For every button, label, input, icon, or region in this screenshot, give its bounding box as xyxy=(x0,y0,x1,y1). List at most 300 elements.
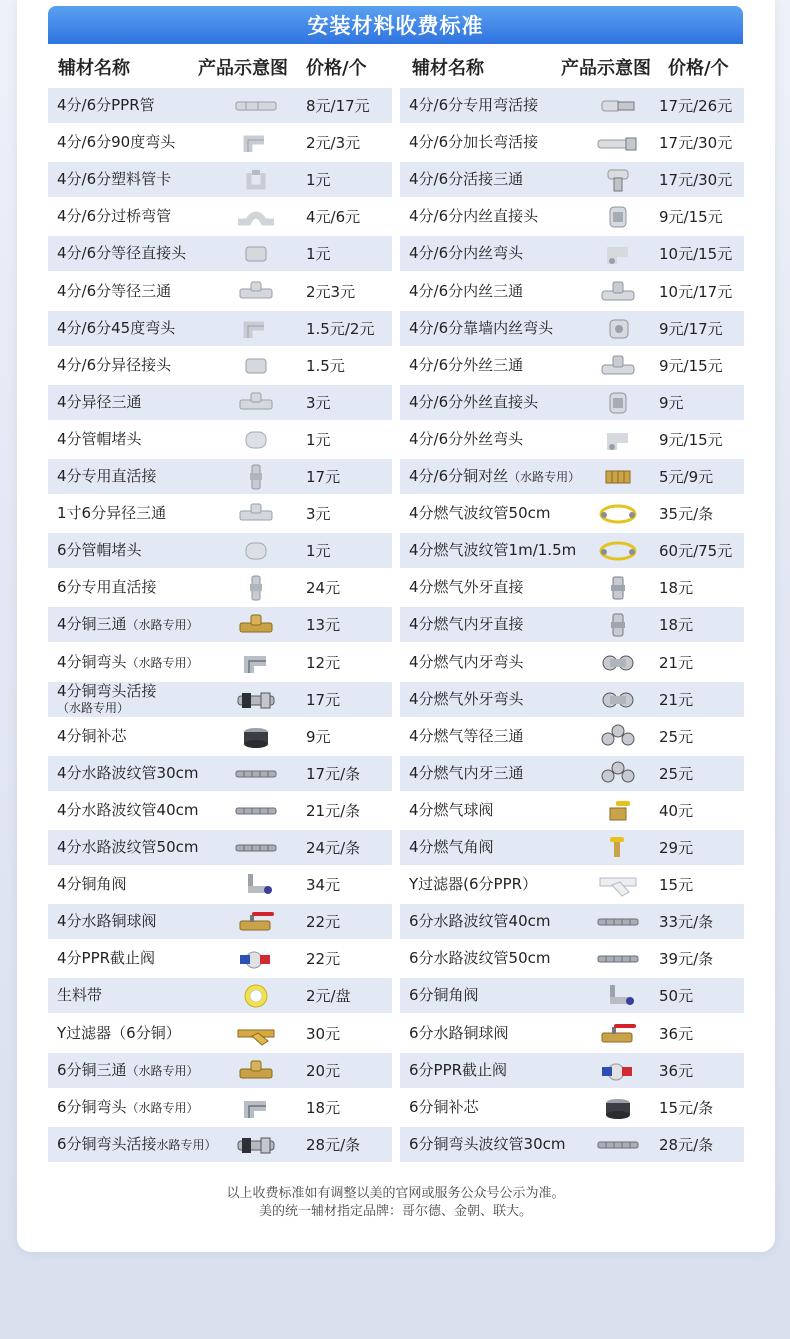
hose-icon xyxy=(596,946,640,972)
item-price: 17元/条 xyxy=(306,765,361,783)
item-price: 13元 xyxy=(306,616,341,634)
right-table-row xyxy=(400,978,744,1013)
item-name xyxy=(57,392,142,411)
item-name-text: 4分/6分异径接头 xyxy=(57,355,172,374)
right-table-row xyxy=(400,1090,744,1125)
chrome-elbow-icon xyxy=(234,1095,278,1121)
item-name xyxy=(409,355,524,374)
item-name-text: 1寸6分异径三通 xyxy=(57,503,167,522)
item-name xyxy=(57,1023,181,1042)
tee-icon xyxy=(234,501,278,527)
item-price: 50元 xyxy=(659,987,694,1005)
angle-valve-icon xyxy=(596,983,640,1009)
tape-icon xyxy=(234,983,278,1009)
item-price: 36元 xyxy=(659,1062,694,1080)
y-ppr-icon xyxy=(596,872,640,898)
gas-valve-icon xyxy=(596,798,640,824)
item-note: 水路专用） xyxy=(156,1137,217,1152)
item-name xyxy=(409,1097,479,1116)
item-note: （水路专用） xyxy=(126,617,199,632)
item-name-text: 4分燃气外牙弯头 xyxy=(409,689,524,708)
item-price: 18元 xyxy=(306,1099,341,1117)
item-price: 60元/75元 xyxy=(659,542,733,560)
chrome-elbow-icon xyxy=(234,650,278,676)
item-name-text: 4分/6分内丝三通 xyxy=(409,281,524,300)
left-table-row xyxy=(48,88,392,123)
item-name-text: 4分/6分45度弯头 xyxy=(57,318,176,337)
header-price: 价格/个 xyxy=(668,58,729,79)
item-name-text: 6分专用直活接 xyxy=(57,577,157,596)
item-price: 20元 xyxy=(306,1062,341,1080)
right-table-row xyxy=(400,459,744,494)
item-note: （水路专用） xyxy=(126,1063,199,1078)
item-name xyxy=(409,726,524,745)
chrome-union-icon xyxy=(234,1132,278,1158)
item-name xyxy=(57,948,156,967)
item-note: （水路专用） xyxy=(126,1100,199,1115)
item-name-text: 4分水路波纹管50cm xyxy=(57,837,199,856)
hose-icon xyxy=(234,761,278,787)
item-name-text: 4分/6分PPR管 xyxy=(57,95,155,114)
item-price: 33元/条 xyxy=(659,913,714,931)
item-name xyxy=(409,95,539,114)
item-name-text: 4分/6分内丝直接头 xyxy=(409,206,539,225)
item-name-text: 4分燃气波纹管1m/1.5m xyxy=(409,540,577,559)
left-table-row xyxy=(48,496,392,531)
item-price: 36元 xyxy=(659,1025,694,1043)
right-table-row xyxy=(400,719,744,754)
left-table-row xyxy=(48,1053,392,1088)
item-name-text: 4分异径三通 xyxy=(57,392,142,411)
item-note: （水路专用） xyxy=(508,469,581,484)
left-table-row xyxy=(48,978,392,1013)
item-name xyxy=(57,540,142,559)
item-name xyxy=(409,466,581,485)
item-name-text: 6分PPR截止阀 xyxy=(409,1060,508,1079)
left-table-row xyxy=(48,459,392,494)
left-table-row xyxy=(48,645,392,680)
item-name xyxy=(57,763,199,782)
right-table-row xyxy=(400,236,744,271)
header-price: 价格/个 xyxy=(306,58,367,79)
thread-tee-icon xyxy=(596,353,640,379)
item-name-text: 4分燃气内牙弯头 xyxy=(409,652,524,671)
item-name xyxy=(57,318,176,337)
item-name xyxy=(57,614,199,633)
gas-angle-icon xyxy=(596,835,640,861)
item-name xyxy=(57,466,157,485)
item-name-text: 4分专用直活接 xyxy=(57,466,157,485)
item-name xyxy=(409,169,524,188)
item-name xyxy=(409,132,539,151)
item-price: 17元/30元 xyxy=(659,134,733,152)
item-price: 9元/15元 xyxy=(659,208,723,226)
union-icon xyxy=(234,575,278,601)
item-name xyxy=(57,911,157,930)
right-table-row xyxy=(400,88,744,123)
hose-icon xyxy=(234,835,278,861)
item-name-text: 4分/6分外丝直接头 xyxy=(409,392,539,411)
chrome-union-icon xyxy=(234,687,278,713)
item-name xyxy=(409,206,539,225)
left-table-row xyxy=(48,385,392,420)
item-name-text: 4分/6分等径直接头 xyxy=(57,243,187,262)
item-name-text: 6分铜弯头 xyxy=(57,1097,127,1116)
item-name-text: 6分水路波纹管40cm xyxy=(409,911,551,930)
y-filter-icon xyxy=(234,1021,278,1047)
item-name-text: Y过滤器(6分PPR） xyxy=(409,874,538,893)
long-union-icon xyxy=(596,130,640,156)
item-name-text: 4分/6分专用弯活接 xyxy=(409,95,539,114)
item-name-text: 4分燃气角阀 xyxy=(409,837,494,856)
left-table-row xyxy=(48,682,392,717)
gas-fitting-icon xyxy=(596,575,640,601)
item-name-text: 6分铜三通 xyxy=(57,1060,127,1079)
item-price: 1元 xyxy=(306,245,331,263)
right-table-row xyxy=(400,533,744,568)
item-price: 10元/15元 xyxy=(659,245,733,263)
item-price: 9元 xyxy=(306,728,331,746)
item-name xyxy=(57,355,172,374)
item-name-text: 6分铜补芯 xyxy=(409,1097,479,1116)
item-name-text: 4分/6分90度弯头 xyxy=(57,132,176,151)
item-price: 18元 xyxy=(659,579,694,597)
left-table-row xyxy=(48,533,392,568)
item-name-text: 4分燃气等径三通 xyxy=(409,726,524,745)
thread-coupler-icon xyxy=(596,204,640,230)
right-table-row xyxy=(400,570,744,605)
item-name xyxy=(409,911,551,930)
item-name xyxy=(57,206,172,225)
item-price: 15元/条 xyxy=(659,1099,714,1117)
item-name xyxy=(409,429,524,448)
left-table-row xyxy=(48,719,392,754)
left-column-header xyxy=(48,52,392,82)
item-name xyxy=(409,392,539,411)
left-table-row xyxy=(48,941,392,976)
item-name-text: 4分/6分等径三通 xyxy=(57,281,172,300)
item-name xyxy=(409,874,538,893)
item-name-text: 4分铜角阀 xyxy=(57,874,127,893)
right-table-row xyxy=(400,199,744,234)
item-price: 8元/17元 xyxy=(306,97,370,115)
item-price: 1.5元/2元 xyxy=(306,320,375,338)
item-name xyxy=(57,243,187,262)
item-price: 9元/17元 xyxy=(659,320,723,338)
item-name xyxy=(409,1023,509,1042)
item-price: 29元 xyxy=(659,839,694,857)
header-name: 辅材名称 xyxy=(58,58,130,79)
left-table-row xyxy=(48,125,392,160)
gas-hose-icon xyxy=(596,538,640,564)
item-name xyxy=(409,985,479,1004)
item-name xyxy=(57,281,172,300)
item-name xyxy=(57,1097,199,1116)
item-name-text: 4分管帽堵头 xyxy=(57,429,142,448)
item-name-text: 4分/6分塑料管卡 xyxy=(57,169,172,188)
right-table-row xyxy=(400,348,744,383)
bushing-icon xyxy=(234,724,278,750)
right-table-row xyxy=(400,274,744,309)
item-name xyxy=(409,1134,566,1153)
right-table-row xyxy=(400,867,744,902)
stop-valve-icon xyxy=(596,1058,640,1084)
item-name xyxy=(409,503,551,522)
ball-valve-icon xyxy=(596,1021,640,1047)
item-price: 28元/条 xyxy=(306,1136,361,1154)
left-table-row xyxy=(48,830,392,865)
left-table-row xyxy=(48,274,392,309)
item-price: 17元 xyxy=(306,468,341,486)
right-table-row xyxy=(400,422,744,457)
item-name-text: 4分水路铜球阀 xyxy=(57,911,157,930)
item-name xyxy=(57,169,172,188)
tee-icon xyxy=(234,279,278,305)
item-name-text: 4分燃气内牙三通 xyxy=(409,763,524,782)
item-name xyxy=(57,429,142,448)
elbow-icon xyxy=(234,316,278,342)
item-name-text: 4分铜弯头 xyxy=(57,652,127,671)
item-price: 9元/15元 xyxy=(659,357,723,375)
right-table-row xyxy=(400,793,744,828)
right-table-row xyxy=(400,682,744,717)
item-price: 21元/条 xyxy=(306,802,361,820)
left-table-row xyxy=(48,236,392,271)
item-name xyxy=(409,577,524,596)
item-price: 2元3元 xyxy=(306,283,356,301)
cap-icon xyxy=(234,427,278,453)
header-name: 辅材名称 xyxy=(412,58,484,79)
item-name-text: 生料带 xyxy=(57,985,103,1004)
left-table-row xyxy=(48,311,392,346)
left-table-row xyxy=(48,904,392,939)
item-price: 9元 xyxy=(659,394,684,412)
item-price: 15元 xyxy=(659,876,694,894)
right-table-row xyxy=(400,756,744,791)
item-name-text: 6分水路铜球阀 xyxy=(409,1023,509,1042)
left-table-row xyxy=(48,1127,392,1162)
elbow-union-icon xyxy=(596,93,640,119)
left-table-row xyxy=(48,348,392,383)
item-price: 5元/9元 xyxy=(659,468,714,486)
item-price: 21元 xyxy=(659,654,694,672)
left-table-row xyxy=(48,793,392,828)
right-table-row xyxy=(400,125,744,160)
item-name xyxy=(409,652,524,671)
footer-note-1: 以上收费标准如有调整以美的官网或服务公众号公示为准。 xyxy=(226,1186,565,1201)
item-name-text: 4分铜三通 xyxy=(57,614,127,633)
pipe-icon xyxy=(234,93,278,119)
ball-valve-icon xyxy=(234,909,278,935)
hose-icon xyxy=(596,909,640,935)
brass-tee-icon xyxy=(234,1058,278,1084)
right-table-row xyxy=(400,830,744,865)
item-price: 25元 xyxy=(659,728,694,746)
left-table-row xyxy=(48,607,392,642)
left-table-row xyxy=(48,422,392,457)
bridge-icon xyxy=(234,204,278,230)
item-name xyxy=(409,540,577,559)
item-name-text: 4分铜弯头活接 xyxy=(57,681,157,700)
item-name-text: 6分水路波纹管50cm xyxy=(409,948,551,967)
item-price: 1元 xyxy=(306,542,331,560)
item-name-text: 4分/6分加长弯活接 xyxy=(409,132,539,151)
gas-tee-icon xyxy=(596,761,640,787)
hose-icon xyxy=(234,798,278,824)
item-name-text: 4分/6分铜对丝 xyxy=(409,466,509,485)
item-price: 25元 xyxy=(659,765,694,783)
cap-icon xyxy=(234,538,278,564)
item-name-text: 6分铜角阀 xyxy=(409,985,479,1004)
item-name xyxy=(409,318,554,337)
tee-union-icon xyxy=(596,167,640,193)
right-table-row xyxy=(400,1053,744,1088)
item-price: 24元/条 xyxy=(306,839,361,857)
item-name xyxy=(409,763,524,782)
right-table-row xyxy=(400,496,744,531)
item-name-text: 4分铜补芯 xyxy=(57,726,127,745)
item-price: 2元/3元 xyxy=(306,134,361,152)
item-price: 18元 xyxy=(659,616,694,634)
right-table-row xyxy=(400,311,744,346)
item-price: 10元/17元 xyxy=(659,283,733,301)
item-name xyxy=(409,948,551,967)
angle-valve-icon xyxy=(234,872,278,898)
left-table-row xyxy=(48,756,392,791)
item-price: 28元/条 xyxy=(659,1136,714,1154)
thread-coupler-icon xyxy=(596,390,640,416)
item-name-text: 4分/6分外丝弯头 xyxy=(409,429,524,448)
item-name xyxy=(409,1060,508,1079)
right-table-row xyxy=(400,1127,744,1162)
left-table-row xyxy=(48,162,392,197)
item-name xyxy=(57,652,199,671)
right-table-row xyxy=(400,941,744,976)
item-name-text: 4分/6分外丝三通 xyxy=(409,355,524,374)
brass-tee-icon xyxy=(234,612,278,638)
union-icon xyxy=(234,464,278,490)
item-name-text: 4分燃气波纹管50cm xyxy=(409,503,551,522)
hose-icon xyxy=(596,1132,640,1158)
item-name-text: 4分水路波纹管40cm xyxy=(57,800,199,819)
item-name-text: 4分燃气外牙直接 xyxy=(409,577,524,596)
item-name xyxy=(409,689,524,708)
item-name xyxy=(409,837,494,856)
item-name xyxy=(57,1134,217,1153)
item-name-text: 4分燃气内牙直接 xyxy=(409,614,524,633)
item-name xyxy=(57,800,199,819)
thread-elbow-icon xyxy=(596,241,640,267)
item-price: 12元 xyxy=(306,654,341,672)
item-name xyxy=(57,577,157,596)
left-table-row xyxy=(48,199,392,234)
gas-fitting-icon xyxy=(596,612,640,638)
item-name xyxy=(57,874,127,893)
elbow-icon xyxy=(234,130,278,156)
item-name-text: 4分/6分活接三通 xyxy=(409,169,524,188)
item-price: 1元 xyxy=(306,431,331,449)
bushing-icon xyxy=(596,1095,640,1121)
item-name-text: 4分/6分过桥弯管 xyxy=(57,206,172,225)
header-image: 产品示意图 xyxy=(198,58,288,79)
item-price: 34元 xyxy=(306,876,341,894)
item-name xyxy=(409,281,524,300)
thread-tee-icon xyxy=(596,279,640,305)
tee-icon xyxy=(234,390,278,416)
item-name xyxy=(57,726,127,745)
stop-valve-icon xyxy=(234,946,278,972)
gas-tee-icon xyxy=(596,724,640,750)
item-name-text: 4分燃气球阀 xyxy=(409,800,494,819)
item-price: 22元 xyxy=(306,913,341,931)
item-price: 24元 xyxy=(306,579,341,597)
item-price: 17元/30元 xyxy=(659,171,733,189)
left-table-row xyxy=(48,570,392,605)
clip-icon xyxy=(234,167,278,193)
item-name-text: 6分铜弯头波纹管30cm xyxy=(409,1134,566,1153)
page-title: 安装材料收费标准 xyxy=(48,6,743,44)
item-price: 2元/盘 xyxy=(306,987,351,1005)
item-name-text: Y过滤器（6分铜） xyxy=(57,1023,181,1042)
item-name xyxy=(57,837,199,856)
thread-elbow-icon xyxy=(596,427,640,453)
item-price: 17元 xyxy=(306,691,341,709)
right-table-row xyxy=(400,162,744,197)
item-price: 9元/15元 xyxy=(659,431,723,449)
left-table-row xyxy=(48,867,392,902)
item-name xyxy=(57,681,157,716)
right-table-row xyxy=(400,1016,744,1051)
item-price: 1.5元 xyxy=(306,357,345,375)
item-price: 3元 xyxy=(306,505,331,523)
item-price: 30元 xyxy=(306,1025,341,1043)
item-price: 35元/条 xyxy=(659,505,714,523)
gas-elbow-icon xyxy=(596,687,640,713)
right-table-row xyxy=(400,385,744,420)
item-price: 21元 xyxy=(659,691,694,709)
item-note: （水路专用） xyxy=(126,655,199,670)
item-note: （水路专用） xyxy=(57,700,130,715)
coupler-icon xyxy=(234,241,278,267)
nipple-icon xyxy=(596,464,640,490)
item-name-text: 6分管帽堵头 xyxy=(57,540,142,559)
left-table-row xyxy=(48,1016,392,1051)
item-name xyxy=(409,243,524,262)
right-table-row xyxy=(400,645,744,680)
item-name-text: 4分/6分靠墙内丝弯头 xyxy=(409,318,554,337)
item-name xyxy=(409,800,494,819)
item-name-text: 6分铜弯头活接 xyxy=(57,1134,157,1153)
item-price: 3元 xyxy=(306,394,331,412)
item-price: 40元 xyxy=(659,802,694,820)
item-price: 39元/条 xyxy=(659,950,714,968)
header-image: 产品示意图 xyxy=(561,58,651,79)
gas-hose-icon xyxy=(596,501,640,527)
right-table-row xyxy=(400,607,744,642)
item-name xyxy=(57,503,167,522)
item-name-text: 4分PPR截止阀 xyxy=(57,948,156,967)
footer-note-2: 美的统一辅材指定品牌：哥尔德、金朝、联大。 xyxy=(258,1204,532,1219)
item-price: 17元/26元 xyxy=(659,97,733,115)
left-table-row xyxy=(48,1090,392,1125)
item-price: 4元/6元 xyxy=(306,208,361,226)
item-name xyxy=(57,1060,199,1079)
item-name-text: 4分/6分内丝弯头 xyxy=(409,243,524,262)
item-price: 22元 xyxy=(306,950,341,968)
coupler-icon xyxy=(234,353,278,379)
right-column-header xyxy=(400,52,744,82)
item-name xyxy=(409,614,524,633)
